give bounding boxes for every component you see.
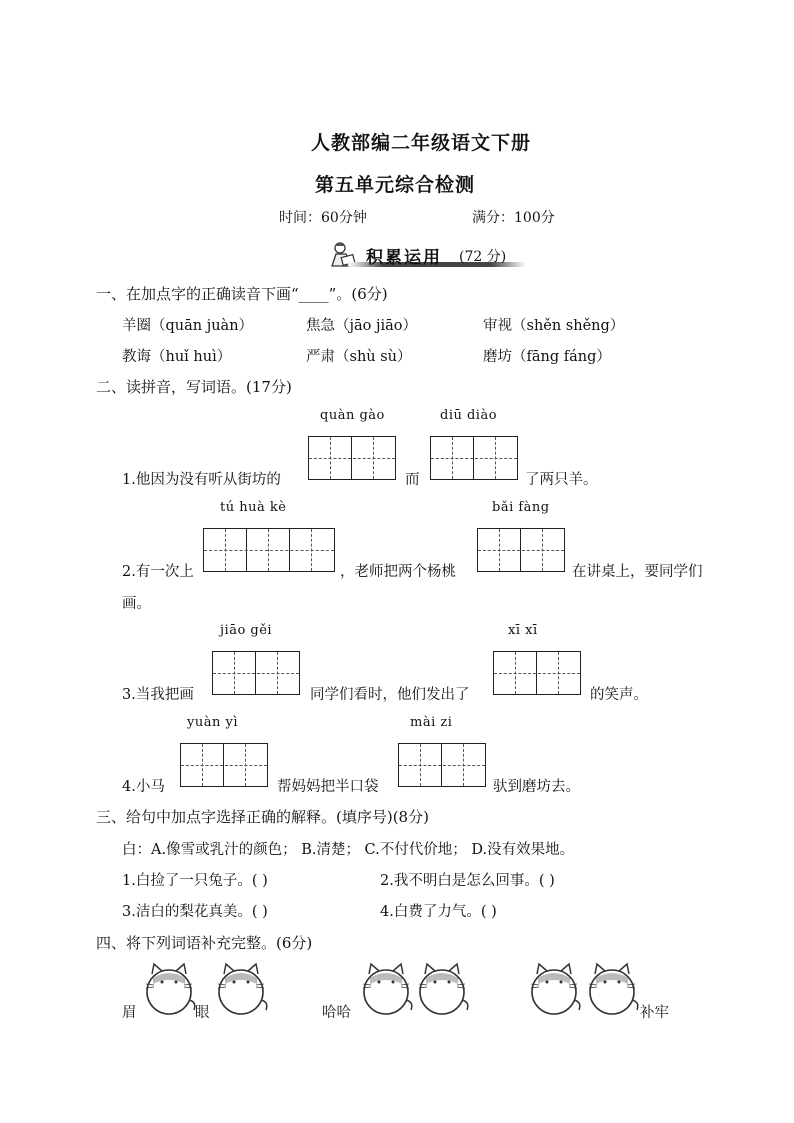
q1-item: 审视（shěn shěng） — [483, 318, 625, 334]
idiom-fragment: 眉 — [122, 1005, 137, 1021]
writing-grid[interactable] — [212, 651, 300, 695]
q3-heading: 三、给句中加点字选择正确的解释。(填序号)(8分) — [96, 808, 429, 826]
pinyin-label: bǎi fàng — [492, 500, 550, 515]
pinyin-label: jiāo gěi — [220, 623, 273, 638]
pinyin-label: quàn gào — [320, 408, 385, 423]
document-subtitle: 第五单元综合检测 — [315, 174, 476, 196]
q3-item: 2.我不明白是怎么回事。( ) — [380, 873, 555, 889]
cat-blank-icon[interactable] — [525, 960, 583, 1018]
pinyin-label: mài zi — [410, 715, 453, 730]
sentence-text: 1.他因为没有听从街坊的 — [122, 472, 281, 488]
writing-grid[interactable] — [203, 528, 335, 572]
pinyin-label: diū diào — [440, 408, 498, 423]
sentence-text: 的笑声。 — [590, 687, 648, 703]
sentence-text: 同学们看时，他们发出了 — [310, 687, 470, 703]
q1-heading: 一、在加点字的正确读音下画“____”。(6分) — [96, 285, 388, 303]
q1-item: 焦急（jāo jiāo） — [306, 318, 417, 334]
q3-item: 3.洁白的梨花真美。( ) — [122, 904, 268, 920]
idiom-fragment: 眼 — [195, 1005, 210, 1021]
sentence-text: 在讲桌上，要同学们 — [572, 564, 703, 580]
writing-grid[interactable] — [430, 436, 518, 480]
q2-heading: 二、读拼音，写词语。(17分) — [96, 378, 292, 396]
sentence-text: 2.有一次上 — [122, 564, 194, 580]
cat-blank-icon[interactable] — [583, 960, 641, 1018]
sentence-text: 而 — [405, 472, 420, 488]
pinyin-label: yuàn yì — [187, 715, 238, 730]
q4-heading: 四、将下列词语补充完整。(6分) — [96, 934, 313, 952]
cat-blank-icon[interactable] — [357, 960, 415, 1018]
q1-item: 磨坊（fāng fáng） — [483, 349, 611, 365]
sentence-text: 了两只羊。 — [525, 472, 598, 488]
sentence-text: 3.当我把画 — [122, 687, 194, 703]
q3-item: 1.白捡了一只兔子。( ) — [122, 873, 268, 889]
sentence-text: 帮妈妈把半口袋 — [277, 779, 379, 795]
pinyin-label: tú huà kè — [220, 500, 287, 515]
cat-blank-icon[interactable] — [140, 960, 198, 1018]
q1-item: 教诲（huǐ huì） — [122, 349, 232, 365]
sentence-text: 驮到磨坊去。 — [493, 779, 580, 795]
writing-grid[interactable] — [398, 743, 486, 787]
idiom-fragment: 哈哈 — [322, 1005, 351, 1021]
writing-grid[interactable] — [308, 436, 396, 480]
idiom-fragment: 补牢 — [640, 1005, 669, 1021]
time-limit: 时间：60分钟 — [279, 210, 367, 226]
q1-item: 严肃（shù sù） — [306, 349, 412, 365]
q3-item: 4.白费了力气。( ) — [380, 904, 497, 920]
document-title: 人教部编二年级语文下册 — [311, 132, 532, 154]
banner-score: (72 分) — [459, 249, 507, 265]
section-banner — [326, 240, 526, 270]
writing-grid[interactable] — [477, 528, 565, 572]
cat-blank-icon[interactable] — [212, 960, 270, 1018]
full-score: 满分：100分 — [472, 210, 555, 226]
sentence-text: 画。 — [122, 596, 151, 612]
writing-grid[interactable] — [493, 651, 581, 695]
pinyin-label: xī xī — [508, 623, 538, 638]
q1-item: 羊圈（quān juàn） — [122, 318, 254, 334]
q3-options: 白：A.像雪或乳汁的颜色； B.清楚； C.不付代价地； D.没有效果地。 — [122, 842, 575, 858]
sentence-text: 4.小马 — [122, 779, 165, 795]
writing-grid[interactable] — [180, 743, 268, 787]
banner-label: 积累运用 — [366, 248, 442, 268]
sentence-text: ，老师把两个杨桃 — [340, 564, 456, 580]
cat-blank-icon[interactable] — [413, 960, 471, 1018]
